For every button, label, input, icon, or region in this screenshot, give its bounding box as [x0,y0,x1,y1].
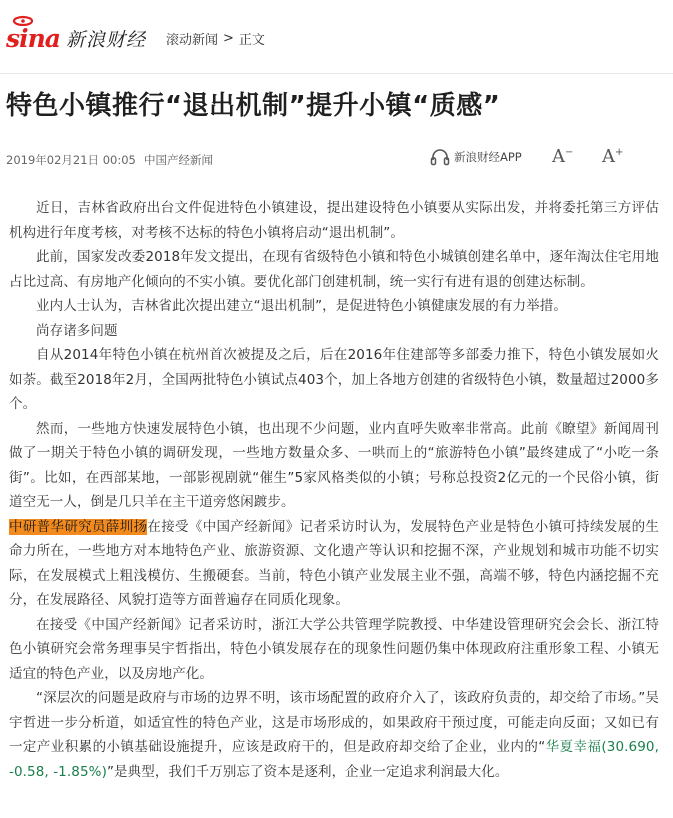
breadcrumb-separator: > [223,31,234,46]
font-increase-label: A [602,146,615,167]
font-decrease-label: A [552,146,565,167]
paragraph-8: 在接受《中国产经新闻》记者采访时，浙江大学公共管理学院教授、中华建设管理研究会会长、浙江特色小镇研究会常务理事吴宇哲指出，特色小镇发展存在的现象性问题仍集中体现政府注重形象工程、小镇无适宜的特色产业，以及房地产化。 [9,616,659,682]
plus-icon: + [615,147,624,158]
paragraph-7-text: 在接受《中国产经新闻》记者采访时认为，发展特色产业是特色小镇可持续发展的生命力所在，一些地方对本地特色产业、旅游资源、文化遗产等认识和挖掘不深，产业规划和城市功能不切实际，在发展模式上粗浅模仿、生搬硬套。当前，特色小镇产业发展主业不强，高端不够，特色内涵挖掘不充分，在发展路径、风貌打造等方面普遍存在同质化现象。 [9,518,660,608]
paragraph-6: 然而，一些地方快速发展特色小镇，也出现不少问题，业内直呼失败率非常高。此前《瞭望》新闻周刊做了一期关于特色小镇的调研发现，一些地方数量众多、一哄而上的“旅游特色小镇”最终建成了“小吃一条街”。比如，在西部某地，一部影视剧就“催生”5家风格类似的小镇；号称总投资2亿元的一个民俗小镇，街道空无一人，倒是几只羊在主干道旁悠闲踱步。 [9,420,659,510]
article-source[interactable]: 中国产经新闻 [144,153,213,167]
site-header [0,0,673,74]
highlighted-analyst-name[interactable]: 中研普华研究员薛圳扬 [9,518,148,535]
paragraph-9-text-start: “深层次的问题是政府与市场的边界不明，该市场配置的政府介入了，该政府负责的，却交给了市场。”吴宇哲进一步分析道，如适宜性的特色产业，这是市场形成的，如果政府干预过度，可能走向反面；又如已有一定产业积累的小镇基础设施提升，应该是政府干的，但是政府却交给了企业，业内的“ [9,690,659,755]
paragraph-5: 自从2014年特色小镇在杭州首次被提及之后，后在2016年住建部等多部委力推下，特色小镇发展如火如荼。截至2018年2月，全国两批特色小镇试点403个，加上各地方创建的省级特色小镇，数量超过2000多个。 [9,347,659,412]
sina-logo-text [6,24,60,53]
logo-sina-word: sina [6,24,60,53]
article-title: 特色小镇推行“退出机制”提升小镇“质感” [6,91,501,121]
article-meta [6,146,666,170]
headphones-icon [430,148,450,166]
breadcrumb-current: 正文 [238,33,265,48]
breadcrumb [166,29,265,48]
paragraph-1: 近日，吉林省政府出台文件促进特色小镇建设，提出建设特色小镇要从实际出发，并将委托第三方评估机构进行年度考核，对考核不达标的特色小镇将启动“退出机制”。 [9,200,659,241]
minus-icon: − [565,147,574,158]
font-increase-button[interactable] [602,146,623,167]
breadcrumb-section-link[interactable]: 滚动新闻 [166,33,219,48]
app-download-link[interactable] [430,148,522,166]
article-body [9,196,659,784]
paragraph-7 [9,515,659,613]
stock-quote-link[interactable]: 华夏幸福(30.690, -0.58, -1.85%) [9,739,659,780]
font-decrease-button[interactable] [552,146,573,167]
paragraph-9 [9,686,659,784]
paragraph-2: 此前，国家发改委2018年发文提出，在现有省级特色小镇和特色小城镇创建名单中，逐年淘汰住宅用地占比过高、有房地产化倾向的不实小镇。要优化部门创建机制，统一实行有进有退的创建达标制。 [9,249,659,290]
publish-date: 2019年02月21日 00:05 [6,153,136,167]
logo-brand-cn: 新浪财经 [65,29,146,51]
sina-finance-logo[interactable] [6,24,146,53]
section-subheading: 尚存诸多问题 [36,322,118,339]
paragraph-9-text-end: ”是典型，我们千万别忘了资本是逐利，企业一定追求利润最大化。 [106,763,509,780]
paragraph-3: 业内人士认为，吉林省此次提出建立“退出机制”，是促进特色小镇健康发展的有力举措。 [36,298,567,314]
app-label: 新浪财经APP [454,150,522,164]
sina-eye-icon [12,14,34,26]
